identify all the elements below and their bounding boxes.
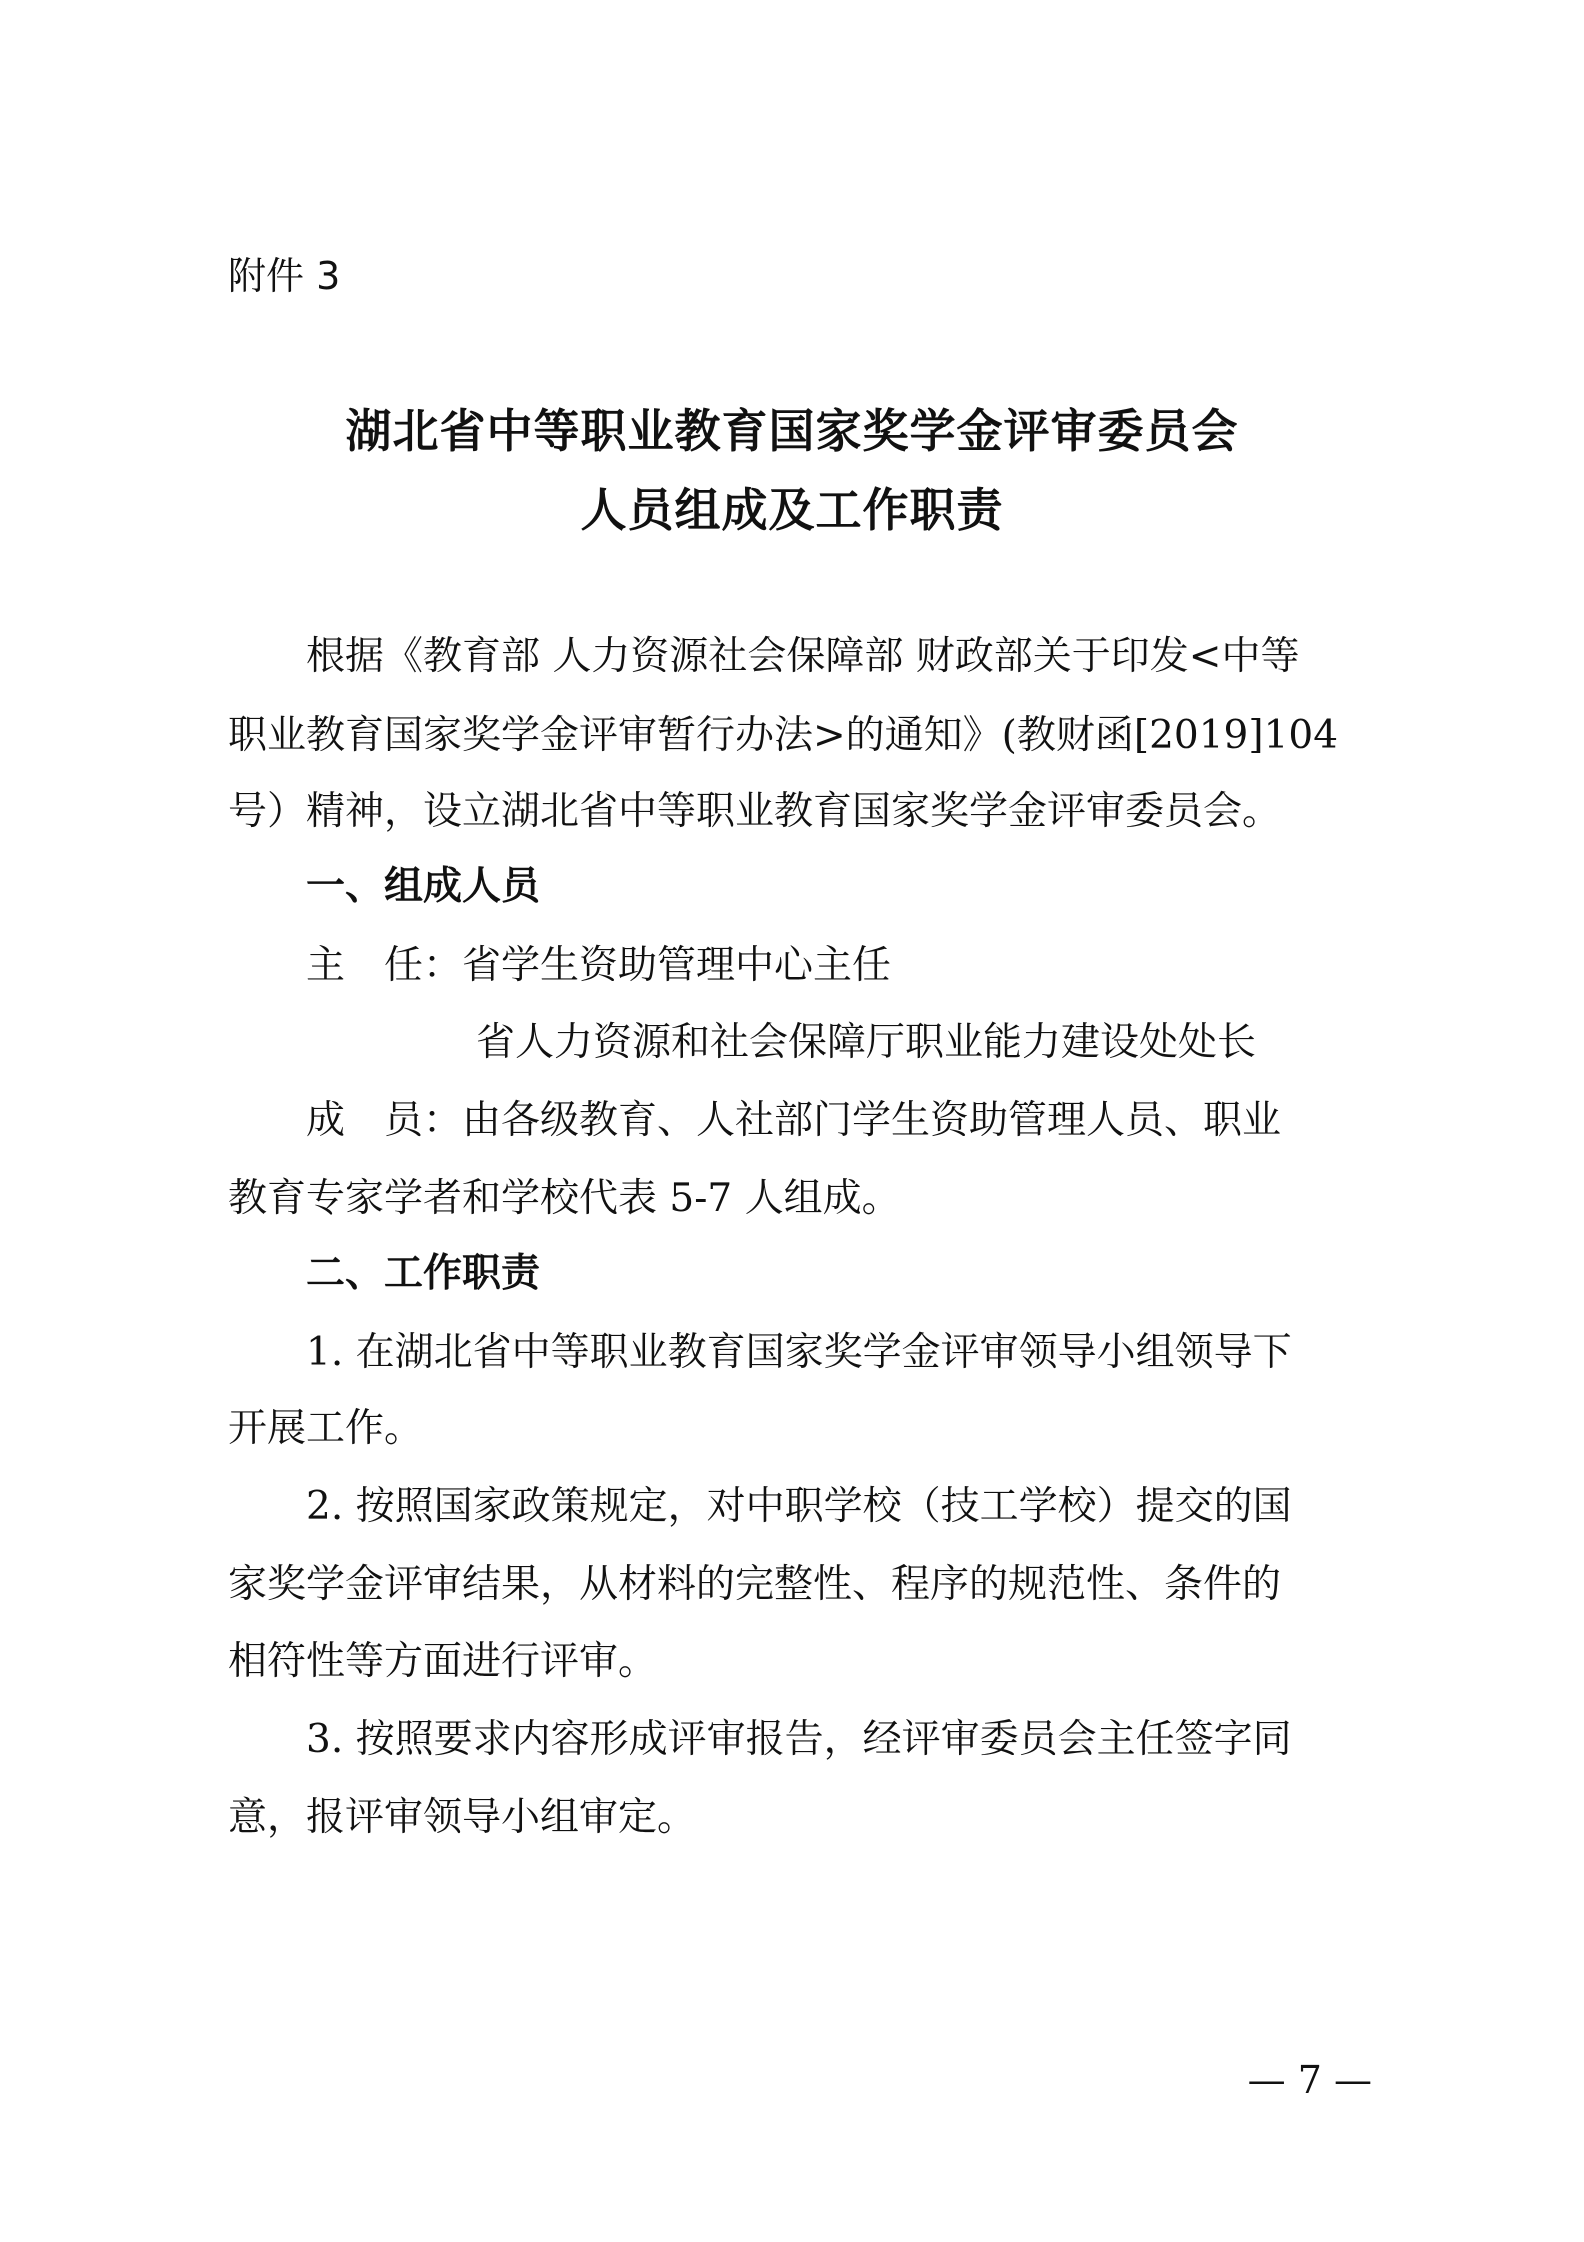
duty-2-line-2: 家奖学金评审结果，从材料的完整性、程序的规范性、条件的 [228,1562,1282,1607]
members-line-2: 教育专家学者和学校代表 5-7 人组成。 [228,1176,901,1221]
duty-1-line-2: 开展工作。 [228,1406,424,1451]
duty-2-line-1: 2. 按照国家政策规定，对中职学校（技工学校）提交的国 [306,1484,1292,1529]
director-line-1: 主 任：省学生资助管理中心主任 [306,943,892,988]
intro-line-2: 职业教育国家奖学金评审暂行办法>的通知》(教财函[2019]104 [228,713,1339,758]
duty-1-line-1: 1. 在湖北省中等职业教育国家奖学金评审领导小组领导下 [306,1330,1292,1375]
duty-2-line-3: 相符性等方面进行评审。 [228,1639,658,1684]
director-line-2: 省人力资源和社会保障厅职业能力建设处处长 [476,1020,1257,1065]
intro-line-1: 根据《教育部 人力资源社会保障部 财政部关于印发<中等 [306,634,1300,679]
page-number: — 7 — [1247,2058,1372,2102]
section-2-heading: 二、工作职责 [306,1251,541,1296]
document-title-line-1: 湖北省中等职业教育国家奖学金评审委员会 [345,404,1239,458]
duty-3-line-1: 3. 按照要求内容形成评审报告，经评审委员会主任签字同 [306,1717,1292,1762]
attachment-label: 附件 3 [228,254,341,298]
members-line-1: 成 员：由各级教育、人社部门学生资助管理人员、职业 [306,1098,1282,1143]
duty-3-line-2: 意，报评审领导小组审定。 [228,1795,697,1840]
section-1-heading: 一、组成人员 [306,864,541,909]
intro-line-3: 号）精神，设立湖北省中等职业教育国家奖学金评审委员会。 [228,789,1282,834]
document-title-line-2: 人员组成及工作职责 [580,483,1004,537]
